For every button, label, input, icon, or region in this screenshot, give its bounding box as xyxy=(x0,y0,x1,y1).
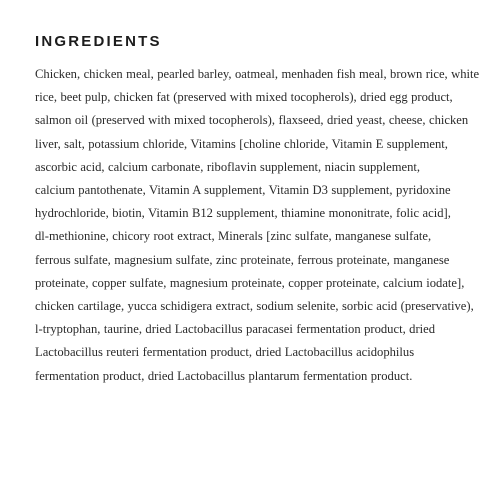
ingredients-line: proteinate, copper sulfate, magnesium proteinate, copper proteinate, calcium iodate], xyxy=(35,275,465,290)
ingredients-line: liver, salt, potassium chloride, Vitamins [choline chloride, Vitamin E supplement, xyxy=(35,136,448,151)
ingredients-line: chicken cartilage, yucca schidigera extract, sodium selenite, sorbic acid (preservative), xyxy=(35,299,474,314)
ingredients-line: ferrous sulfate, magnesium sulfate, zinc proteinate, ferrous proteinate, manganese xyxy=(35,252,450,267)
ingredients-list xyxy=(35,63,480,388)
ingredients-line: dl-methionine, chicory root extract, Minerals [zinc sulfate, manganese sulfate, xyxy=(35,229,432,244)
ingredients-line: ascorbic acid, calcium carbonate, riboflavin supplement, niacin supplement, xyxy=(35,159,421,174)
ingredients-line: salmon oil (preserved with mixed tocopherols), flaxseed, dried yeast, cheese, chicken xyxy=(35,113,469,128)
ingredients-line: fermentation product, dried Lactobacillus plantarum fermentation product. xyxy=(35,368,413,383)
ingredients-line: calcium pantothenate, Vitamin A supplement, Vitamin D3 supplement, pyridoxine xyxy=(35,183,451,198)
ingredients-line: Chicken, chicken meal, pearled barley, oatmeal, menhaden fish meal, brown rice, white xyxy=(35,67,480,81)
ingredients-heading: INGREDIENTS xyxy=(35,33,162,50)
ingredients-line: rice, beet pulp, chicken fat (preserved with mixed tocopherols), dried egg product, xyxy=(35,90,453,105)
ingredients-line: l-tryptophan, taurine, dried Lactobacillus paracasei fermentation product, dried xyxy=(35,322,436,337)
ingredients-line: Lactobacillus reuteri fermentation product, dried Lactobacillus acidophilus xyxy=(35,345,415,360)
ingredients-line: hydrochloride, biotin, Vitamin B12 supplement, thiamine mononitrate, folic acid], xyxy=(35,206,451,221)
